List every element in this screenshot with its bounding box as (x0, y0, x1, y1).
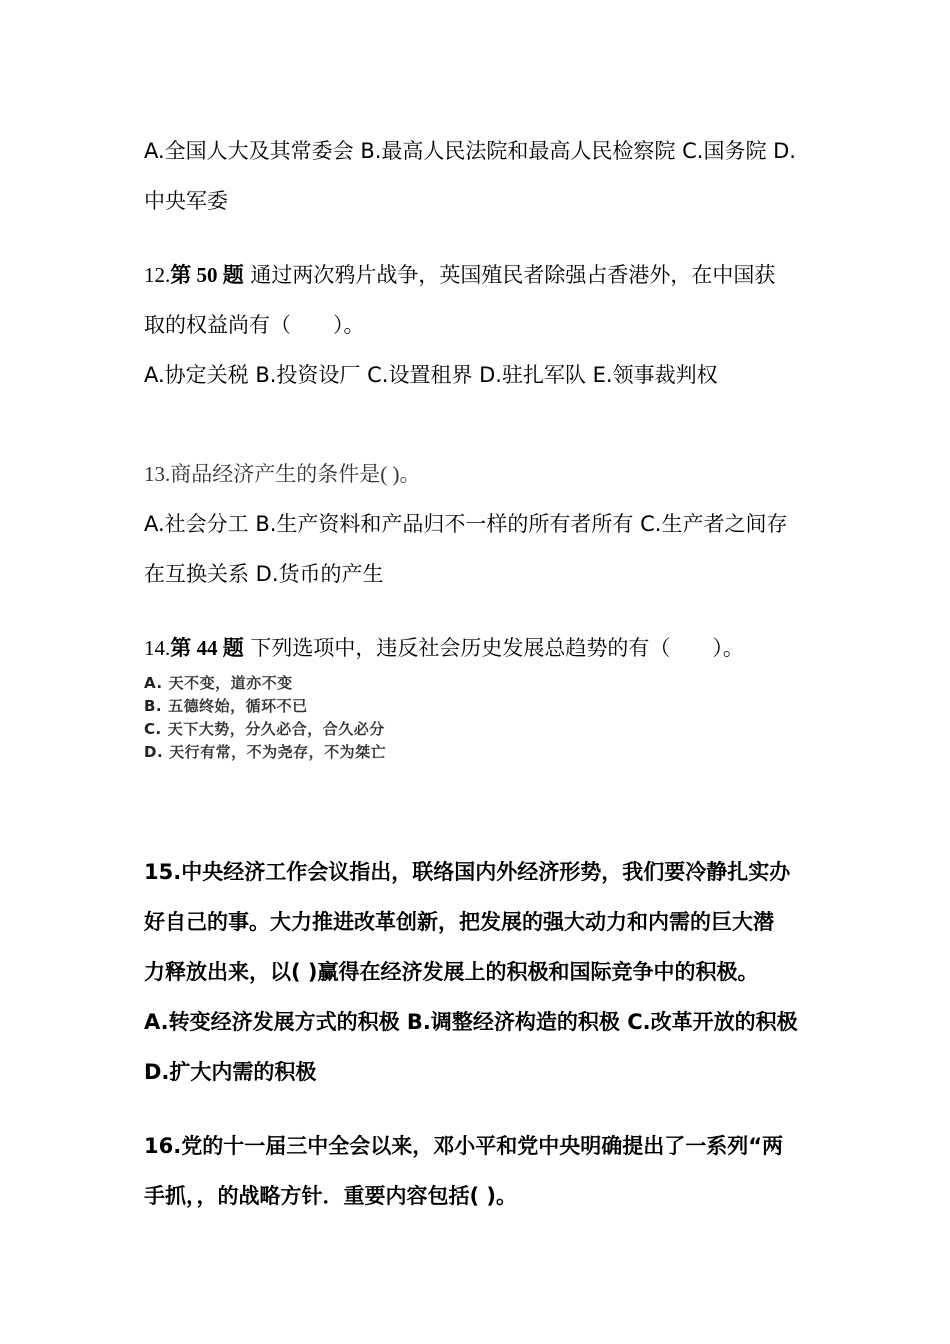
q12-question-line-1 (144, 260, 814, 290)
q15-question-line-1: 15.中央经济工作会议指出，联络国内外经济形势，我们要冷静扎实办 (144, 860, 791, 884)
q15-question-line-2: 好自己的事。大力推进改革创新，把发展的强大动力和内需的巨大潜 (144, 910, 774, 934)
q12-question-line-2: 取的权益尚有（ ）。 (144, 313, 365, 337)
q16-question-line-1: 16.党的十一届三中全会以来，邓小平和党中央明确提出了一系列“两 (144, 1134, 784, 1158)
q14-option-d: D. 天行有常，不为尧存，不为桀亡 (144, 743, 387, 761)
q11-options-line-2: 中央军委 (144, 189, 228, 213)
q14-question (144, 633, 814, 663)
q13-question: 13.商品经济产生的条件是( )。 (144, 462, 421, 486)
q15-options-line-1: A.转变经济发展方式的积极 B.调整经济构造的积极 C.改革开放的积极 (144, 1010, 798, 1034)
q12-options: A.协定关税 B.投资设厂 C.设置租界 D.驻扎军队 E.领事裁判权 (144, 363, 718, 387)
q14-option-b: B. 五德终始，循环不已 (144, 697, 308, 715)
q15-question-line-3: 力释放出来，以( )赢得在经济发展上的积极和国际竞争中的积极。 (144, 960, 759, 984)
q12-number: 12. (144, 263, 171, 287)
q16-question-line-2: 手抓，，的战略方针．重要内容包括( )。 (144, 1184, 518, 1208)
q14-number: 14. (144, 636, 171, 660)
q13-options-line-2: 在互换关系 D.货币的产生 (144, 562, 384, 586)
q14-option-c: C. 天下大势，分久必合，合久必分 (144, 720, 385, 738)
q12-tag: 第 50 题 (170, 263, 244, 287)
q11-options-line-1: A.全国人大及其常委会 B.最高人民法院和最高人民检察院 C.国务院 D. (144, 139, 796, 163)
q13-options-line-1: A.社会分工 B.生产资料和产品归不一样的所有者所有 C.生产者之间存 (144, 512, 788, 536)
q15-options-line-2: D.扩大内需的积极 (144, 1060, 317, 1084)
q14-text: 下列选项中，违反社会历史发展总趋势的有（ ）。 (243, 636, 744, 660)
q14-tag: 第 44 题 (170, 636, 244, 660)
q14-option-a: A. 天不变，道亦不变 (144, 674, 293, 692)
q12-text: 通过两次鸦片战争，英国殖民者除强占香港外，在中国获 (243, 263, 776, 287)
q14-options-image (144, 672, 414, 764)
